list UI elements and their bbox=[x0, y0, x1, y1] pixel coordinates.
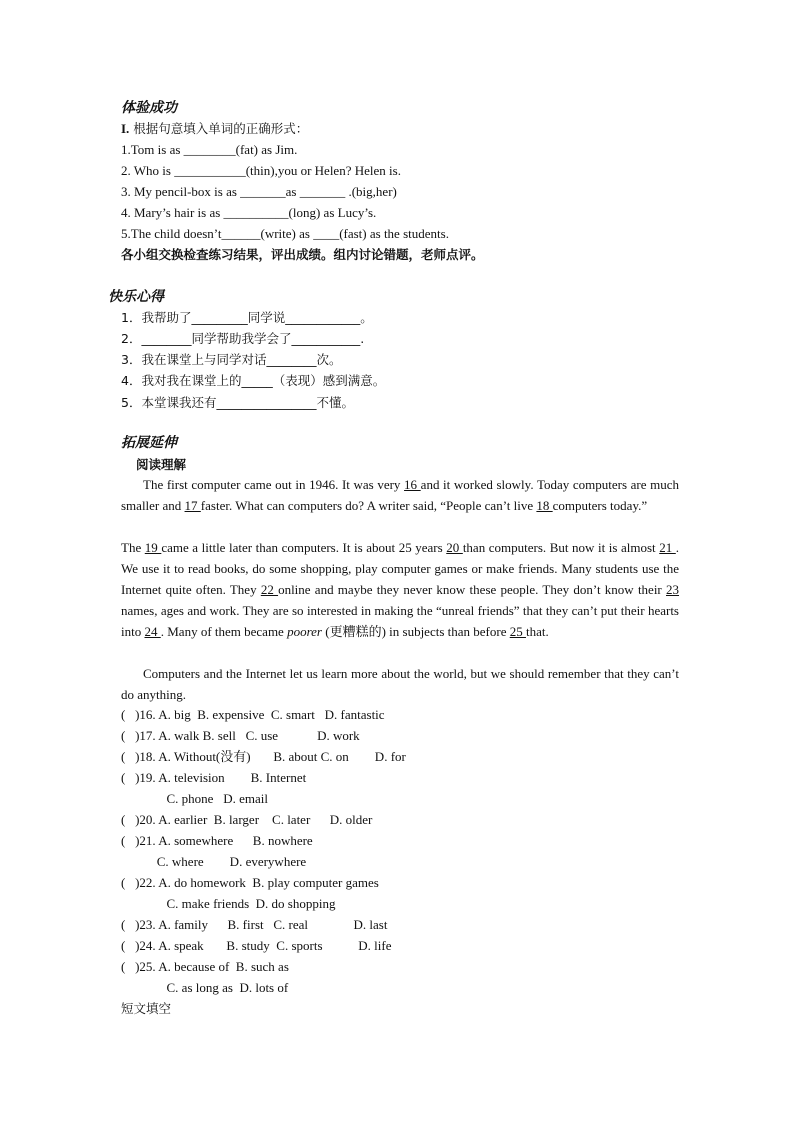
passage-text: . Many of them became bbox=[160, 624, 288, 639]
part1-instruction bbox=[121, 121, 308, 137]
section-heading-tuozhan: 拓展延伸 bbox=[121, 435, 177, 451]
option-row-20: ( )20. A. earlier B. larger C. later D. older bbox=[121, 812, 373, 827]
option-row-25: ( )25. A. because of B. such as bbox=[121, 959, 289, 974]
blank-16: 16 bbox=[404, 477, 421, 492]
passage-text: names, ages and work. They are so interested in making the “unreal friends” that they can’t put their hearts into bbox=[121, 603, 679, 639]
part1-instruction-text: 根据句意填入单词的正确形式： bbox=[129, 121, 309, 136]
passage-text: that. bbox=[525, 624, 549, 639]
option-row-18: ( )18. A. Without(没有) B. about C. on D. for bbox=[121, 749, 406, 764]
exercise-item-2: 2. Who is ___________(thin),you or Helen? Helen is. bbox=[121, 163, 401, 178]
option-row-19-cont: C. phone D. email bbox=[121, 791, 268, 806]
reflection-item-4: 4．我对我在课堂上的_____（表现）感到满意。 bbox=[121, 373, 386, 388]
option-row-19: ( )19. A. television B. Internet bbox=[121, 770, 307, 785]
reflection-item-5: 5．本堂课我还有________________不懂。 bbox=[121, 395, 354, 410]
section-heading-kuaile: 快乐心得 bbox=[108, 289, 164, 305]
group-check-note: 各小组交换检查练习结果，评出成绩。组内讨论错题，老师点评。 bbox=[121, 247, 484, 262]
option-row-23: ( )23. A. family B. first C. real D. last bbox=[121, 917, 388, 932]
option-row-16: ( )16. A. big B. expensive C. smart D. fantastic bbox=[121, 707, 385, 722]
blank-20: 20 bbox=[446, 540, 463, 555]
passage-text: than computers. But now it is almost bbox=[462, 540, 660, 555]
passage-paragraph-2 bbox=[121, 537, 679, 642]
passage-paragraph-3: Computers and the Internet let us learn more about the world, but we should remember that they can’t do anything. bbox=[121, 666, 679, 702]
passage-text: online and maybe they never know these people. They don’t know their bbox=[278, 582, 667, 597]
passage-text: computers today.” bbox=[552, 498, 648, 513]
blank-19: 19 bbox=[144, 540, 162, 555]
blank-22: 22 bbox=[260, 582, 279, 597]
blank-21: 21 bbox=[659, 540, 676, 555]
option-row-17: ( )17. A. walk B. sell C. use D. work bbox=[121, 728, 360, 743]
exercise-item-3: 3. My pencil-box is as _______as _______ .(big,her) bbox=[121, 184, 397, 199]
exercise-item-4: 4. Mary’s hair is as __________(long) as Lucy’s. bbox=[121, 205, 377, 220]
option-row-25-cont: C. as long as D. lots of bbox=[121, 980, 289, 995]
blank-25: 25 bbox=[509, 624, 526, 639]
option-row-21: ( )21. A. somewhere B. nowhere bbox=[121, 833, 313, 848]
section-heading-tiyan: 体验成功 bbox=[121, 100, 177, 116]
option-row-21-cont: C. where D. everywhere bbox=[121, 854, 307, 869]
passage-text: came a little later than computers. It is about 25 years bbox=[161, 540, 447, 555]
short-passage-fill-heading: 短文填空 bbox=[121, 1001, 172, 1016]
exercise-item-5: 5.The child doesn’t______(write) as ____(fast) as the students. bbox=[121, 226, 449, 241]
passage-text: and it worked slowly. Today computers are much smaller and bbox=[121, 477, 680, 513]
blank-17: 17 bbox=[184, 498, 201, 513]
reading-comprehension-heading: 阅读理解 bbox=[136, 457, 187, 472]
passage-paragraph-1 bbox=[121, 474, 679, 516]
option-row-22-cont: C. make friends D. do shopping bbox=[121, 896, 336, 911]
reflection-item-3: 3．我在课堂上与同学对话________次。 bbox=[121, 352, 342, 367]
word-poorer: poorer bbox=[287, 624, 322, 639]
option-row-22: ( )22. A. do homework B. play computer games bbox=[121, 875, 379, 890]
passage-text: (更糟糕的) in subjects than before bbox=[321, 624, 510, 639]
passage-text: The first computer came out in 1946. It was very bbox=[143, 477, 405, 492]
exercise-item-1: 1.Tom is as ________(fat) as Jim. bbox=[121, 142, 298, 157]
reflection-item-2: 2．________同学帮助我学会了___________. bbox=[121, 331, 365, 346]
blank-18: 18 bbox=[536, 498, 553, 513]
passage-text: faster. What can computers do? A writer said, “People can’t live bbox=[200, 498, 537, 513]
blank-24: 24 bbox=[144, 624, 161, 639]
blank-23: 23 bbox=[666, 582, 680, 597]
option-row-24: ( )24. A. speak B. study C. sports D. life bbox=[121, 938, 392, 953]
part1-roman: I. bbox=[121, 121, 130, 136]
reflection-item-1: 1．我帮助了_________同学说____________。 bbox=[121, 310, 373, 325]
passage-text: . We use it to read books, do some shopping, play computer games or make friends. Many students use the Internet quite often. They bbox=[121, 540, 680, 597]
passage-text: The bbox=[121, 540, 145, 555]
